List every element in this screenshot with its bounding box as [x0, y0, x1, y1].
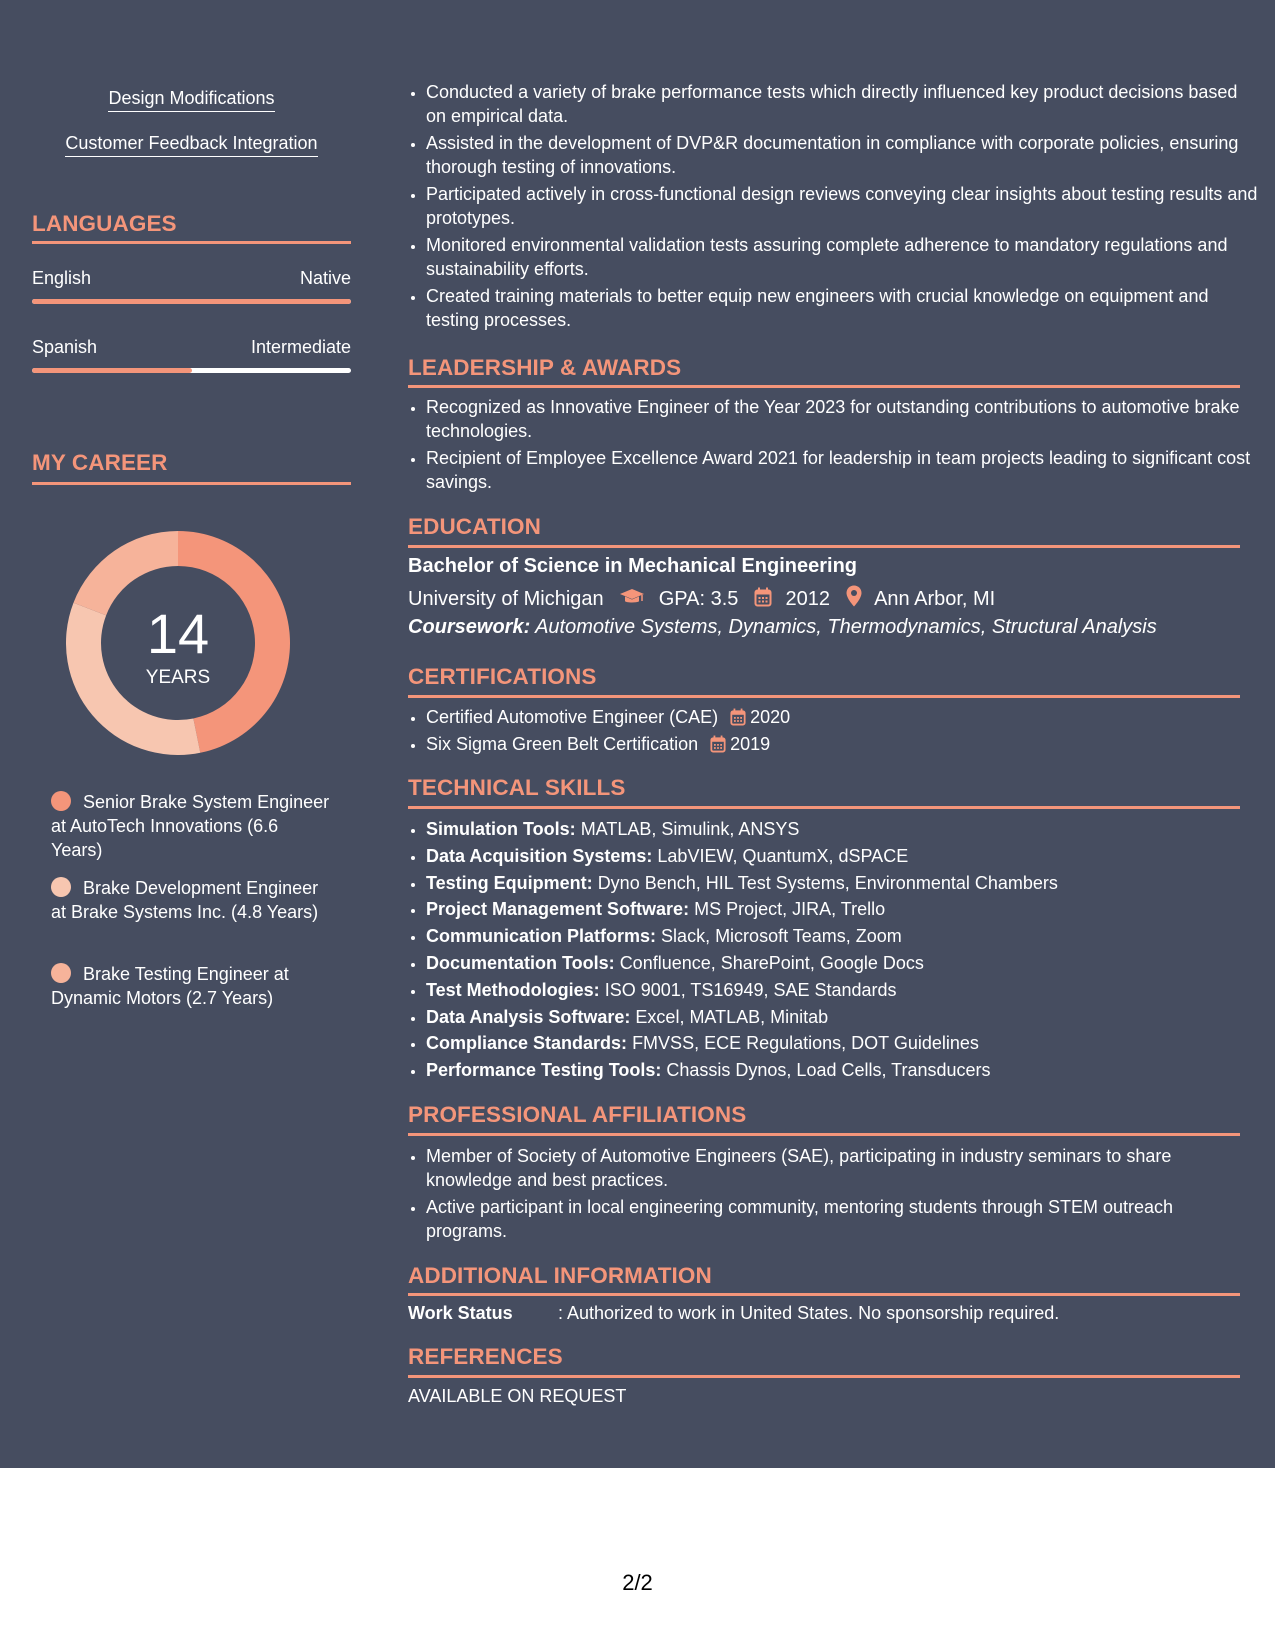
education-degree: Bachelor of Science in Mechanical Engineering — [408, 555, 858, 577]
education-location: Ann Arbor, MI — [874, 588, 996, 610]
work-status — [408, 1303, 1059, 1324]
career-legend-dot — [51, 963, 71, 983]
list-item: • Communication Platforms: Slack, Microsoft Teams, Zoom — [426, 924, 1258, 948]
career-rule — [32, 482, 351, 485]
certifications-title: CERTIFICATIONS — [408, 664, 597, 689]
map-pin-icon — [846, 585, 862, 613]
skill-design-modifications: Design Modifications — [32, 88, 351, 109]
technical-skills-list — [408, 817, 1258, 1085]
list-item: • Documentation Tools: Confluence, SharePoint, Google Docs — [426, 951, 1258, 975]
career-years-label: YEARS — [145, 667, 211, 688]
list-item: • Compliance Standards: FMVSS, ECE Regulations, DOT Guidelines — [426, 1031, 1258, 1055]
skill-customer-feedback: Customer Feedback Integration — [32, 133, 351, 154]
affiliations-title: PROFESSIONAL AFFILIATIONS — [408, 1102, 747, 1127]
experience-bullets — [408, 80, 1258, 335]
leadership-title: LEADERSHIP & AWARDS — [408, 355, 682, 380]
list-item: • Testing Equipment: Dyno Bench, HIL Test Systems, Environmental Chambers — [426, 871, 1258, 895]
career-legend-dot — [51, 791, 71, 811]
page-number: 2/2 — [622, 1570, 653, 1595]
list-item: • Simulation Tools: MATLAB, Simulink, ANSYS — [426, 817, 1258, 841]
coursework-label: Coursework: — [408, 616, 531, 638]
language-spanish-bar-fill — [32, 368, 192, 373]
additional-info-title: ADDITIONAL INFORMATION — [408, 1263, 712, 1288]
career-total-years: 14 — [146, 602, 210, 665]
list-item: • Monitored environmental validation tests assuring complete adherence to mandatory regulations and sustainability efforts. — [426, 233, 1258, 281]
additional-info-rule — [408, 1293, 1240, 1296]
calendar-icon — [710, 735, 726, 753]
languages-title: LANGUAGES — [32, 211, 177, 236]
education-school: University of Michigan — [408, 588, 604, 610]
education-gpa: GPA: 3.5 — [658, 588, 739, 610]
list-item: • Participated actively in cross-functional design reviews conveying clear insights about testing results and prototypes. — [426, 182, 1258, 230]
list-item: • Six Sigma Green Belt Certification 2019 — [426, 732, 1258, 756]
list-item: • Data Acquisition Systems: LabVIEW, QuantumX, dSPACE — [426, 844, 1258, 868]
work-status-label: Work Status — [408, 1303, 513, 1323]
affiliations-rule — [408, 1133, 1240, 1136]
list-item: • Recipient of Employee Excellence Award 2021 for leadership in team projects leading to significant cost savings. — [426, 446, 1258, 494]
references-text: AVAILABLE ON REQUEST — [408, 1386, 627, 1406]
career-item: Brake Testing Engineer at Dynamic Motors (2.7 Years) — [51, 964, 289, 1008]
technical-skills-rule — [408, 806, 1240, 809]
list-item: • Created training materials to better equip new engineers with crucial knowledge on equipment and testing processes. — [426, 284, 1258, 332]
career-legend-dot — [51, 877, 71, 897]
leadership-rule — [408, 385, 1240, 388]
references-rule — [408, 1375, 1240, 1378]
education-title: EDUCATION — [408, 514, 541, 539]
calendar-icon — [730, 708, 746, 726]
list-item: • Performance Testing Tools: Chassis Dynos, Load Cells, Transducers — [426, 1058, 1258, 1082]
career-item: Senior Brake System Engineer at AutoTech Innovations (6.6 Years) — [51, 792, 330, 860]
cert-date: 2020 — [718, 707, 790, 727]
career-donut — [66, 531, 290, 755]
calendar-icon — [754, 587, 772, 613]
list-item: • Assisted in the development of DVP&R documentation in compliance with corporate policies, ensuring thorough testing of innovations. — [426, 131, 1258, 179]
education-year: 2012 — [785, 588, 831, 610]
affiliations-list — [408, 1144, 1258, 1246]
work-status-value: : Authorized to work in United States. No sponsorship required. — [558, 1303, 1060, 1323]
coursework-value: Automotive Systems, Dynamics, Thermodynamics, Structural Analysis — [535, 616, 1157, 638]
list-item: • Data Analysis Software: Excel, MATLAB, Minitab — [426, 1005, 1258, 1029]
leadership-list — [408, 395, 1258, 497]
language-english-bar-fill — [32, 299, 351, 304]
list-item: • Conducted a variety of brake performance tests which directly influenced key product decisions based on empirical data. — [426, 80, 1258, 128]
list-item: • Certified Automotive Engineer (CAE) 2020 — [426, 705, 1258, 729]
education-details — [408, 585, 995, 613]
education-rule — [408, 545, 1240, 548]
certifications-rule — [408, 695, 1240, 698]
list-item: • Active participant in local engineering community, mentoring students through STEM outreach programs. — [426, 1195, 1258, 1243]
list-item: • Project Management Software: MS Project, JIRA, Trello — [426, 897, 1258, 921]
graduation-cap-icon — [619, 587, 645, 613]
list-item: • Test Methodologies: ISO 9001, TS16949, SAE Standards — [426, 978, 1258, 1002]
education-coursework — [408, 616, 1157, 639]
languages-rule — [32, 241, 351, 244]
certifications-list — [408, 705, 1258, 759]
cert-date: 2019 — [698, 734, 770, 754]
language-spanish-bar — [32, 368, 351, 373]
references-title: REFERENCES — [408, 1344, 563, 1369]
list-item: • Recognized as Innovative Engineer of the Year 2023 for outstanding contributions to automotive brake technologies. — [426, 395, 1258, 443]
career-title: MY CAREER — [32, 450, 168, 475]
technical-skills-title: TECHNICAL SKILLS — [408, 775, 626, 800]
resume-page: Design Modifications Customer Feedback Integration LANGUAGES English Native Spanish Intermediate MY CAREER 14 YEARS Senior Brake System Engineer at AutoTech Innovations (6.6 Years) Brake Development Engineer at Brake Systems Inc. (4.8 Years) Brake Testing Engineer at Dynamic Motors (2.7 Years) • Conducted a variety of brake performance tests which directly influenced key product decisions based on empirical data. • Assisted in the development of DVP&R documentation in compliance with corporate policies, ensuring thorough testing of innovations. • Participated actively in cross-functional design reviews conveying clear insights about testing results and prototypes. • Monitored environmental validation tests assuring complete adherence to mandatory regulations and sustainability efforts. • Created training materials to better equip new engineers with crucial knowledge on equipment and testing processes. LEADERSHIP & AWARDS • Recognized as Innovative Engineer of the Year 2023 for outstanding contributions to automotive brake technologies. • Recipient of Employee Excellence Award 2021 for leadership in team projects leading to significant cost savings. EDUCATION Bachelor of Science in Mechanical Engineering University of Michigan GPA: 3.5 2012 Ann Arbor, MI Coursework: Automotive Systems, Dynamics, Thermodynamics, Structural Analysis CERTIFICATIONS • Certified Automotive Engineer (CAE) 2020 • Six Sigma Green Belt Certification 2019 TECHNICAL SKILLS • Simulation Tools: MATLAB, Simulink, ANSYS • Data Acquisition Systems: LabVIEW, QuantumX, dSPACE • Testing Equipment: Dyno Bench, HIL Test Systems, Environmental Chambers • Project Management Software: MS Project, JIRA, Trello • Communication Platforms: Slack, Microsoft Teams, Zoom • Documentation Tools: Confluence, SharePoint, Google Docs • Test Methodologies: ISO 9001, TS16949, SAE Standards • Data Analysis Software: Excel, MATLAB, Minitab • Compliance Standards: FMVSS, ECE Regulations, DOT Guidelines • Performance Testing Tools: Chassis Dynos, Load Cells, Transducers PROFESSIONAL AFFILIATIONS • Member of Society of Automotive Engineers (SAE), participating in industry seminars to share knowledge and best practices. • Active participant in local engineering community, mentoring students through STEM outreach programs. ADDITIONAL INFORMATION Work Status : Authorized to work in United States. No sponsorship required. REFERENCES AVAILABLE ON REQUEST — [0, 0, 1275, 1468]
list-item: • Member of Society of Automotive Engineers (SAE), participating in industry seminars to share knowledge and best practices. — [426, 1144, 1258, 1192]
career-item: Brake Development Engineer at Brake Systems Inc. (4.8 Years) — [51, 878, 319, 922]
language-english-bar — [32, 299, 351, 304]
